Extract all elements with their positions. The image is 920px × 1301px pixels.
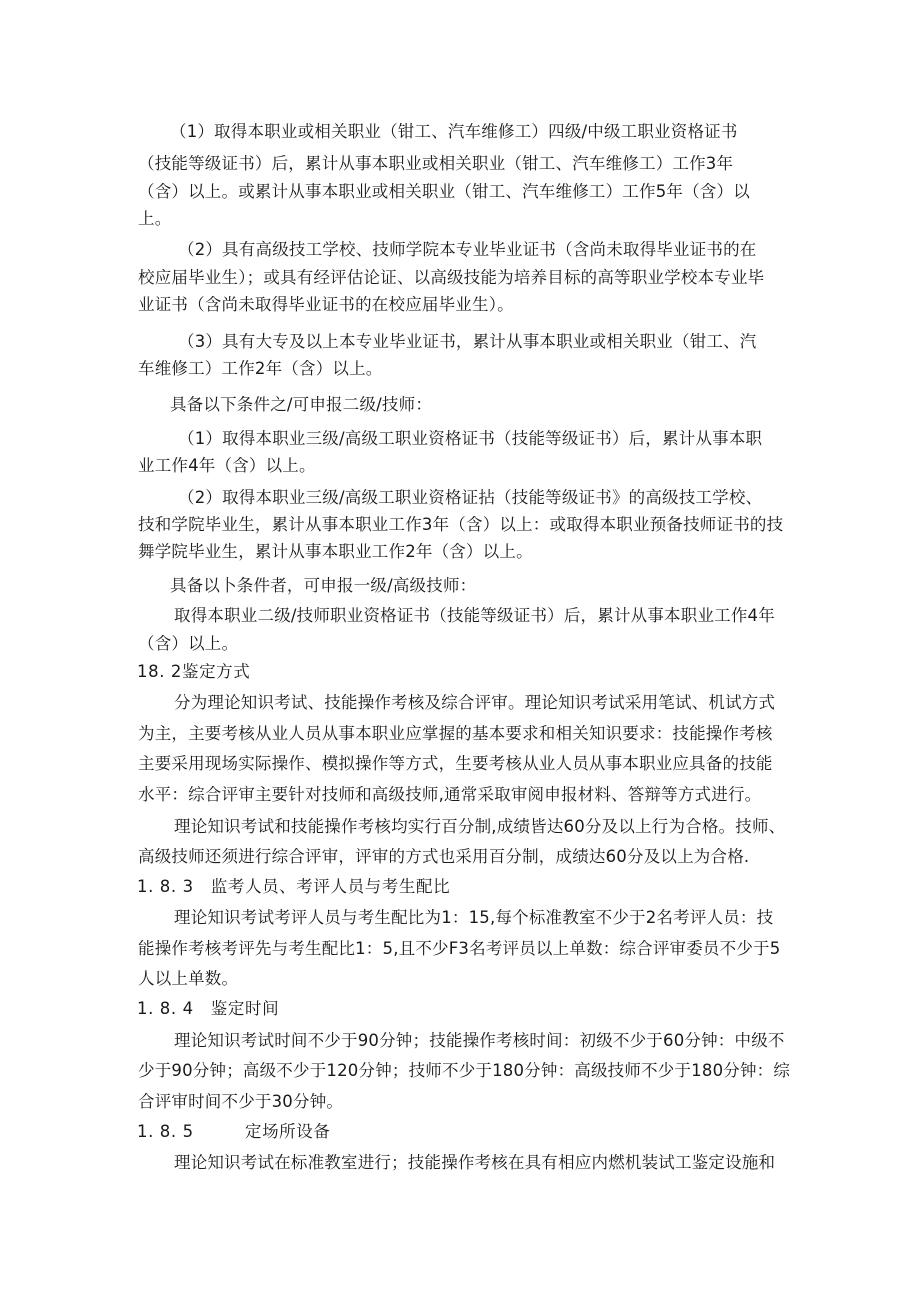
section-1-8-3-p1-line-1: 理论知识考试考评人员与考生配比为1：15,每个标准教室不少于2名考评人员：技 [174,908,774,927]
level1-intro: 具备以卜条件者，可申报一级/高级技师： [170,576,477,595]
section-heading-1-8-5: 1. 8. 5 定场所设备 [137,1122,331,1141]
eligibility-item-2-1-line-2: 业工作4年（含）以上。 [138,456,316,475]
eligibility-item-3-1-line-1: （1）取得本职业或相关职业（钳工、汽车维修工）四级/中级工职业资格证书 [170,122,738,141]
eligibility-item-3-1-line-2: （技能等级证书）后，累计从事本职业或相关职业（钳工、汽车维修工）工作3年 [138,154,734,173]
section-1-8-4-p1-line-3: 合评审时间不少于30分钟。 [138,1092,344,1111]
level1-item-line-1: 取得本职业二级/技师职业资格证书（技能等级证书）后，累计从事本职业工作4年 [174,606,775,625]
eligibility-item-3-2-line-3: 业证书（含尚未取得毕业证书的在校应届毕业生）。 [138,295,514,314]
level2-intro: 具备以下条件之/可申报二级/技师： [170,395,433,414]
eligibility-item-3-1-line-4: 上。 [138,209,172,228]
eligibility-item-2-1-line-1: （1）取得本职业三级/高级工职业资格证书（技能等级证书）后，累计从事本职 [178,429,763,448]
eligibility-item-3-2-line-2: 校应届毕业生）；或具有经评估论证、以高级技能为培养目标的高等职业学校本专业毕 [138,268,765,287]
section-1-8-5-p1-line-1: 理论知识考试在标准教室进行；技能操作考核在具有相应内燃机装试工鉴定设施和 [174,1153,776,1172]
section-18-2-p2-line-1: 理论知识考试和技能操作考核均实行百分制,成绩皆达60分及以上行为合格。技师、 [174,817,786,836]
section-18-2-p1-line-4: 水平：综合评审主要针对技师和高级技师,通常采取审阅申报材料、答辩等方式进行。 [138,785,762,804]
level1-item-line-2: （含）以上。 [138,634,239,653]
section-1-8-3-p1-line-2: 能操作考核考评先与考生配比1：5,且不少F3名考评员以上单数：综合评审委员不少于5 [138,939,781,958]
section-1-8-4-p1-line-1: 理论知识考试时间不少于90分钟；技能操作考核时间：初级不少于60分钟：中级不 [174,1031,785,1050]
eligibility-item-2-2-line-1: （2）取得本职业三级/高级工职业资格证拈（技能等级证书》的高级技工学校、 [178,488,763,507]
section-heading-1-8-3: 1. 8. 3 监考人员、考评人员与考生配比 [137,877,451,896]
section-heading-18-2: 18. 2鉴定方式 [137,662,251,681]
eligibility-item-3-2-line-1: （2）具有高级技工学校、技师学院本专业毕业证书（含尚未取得毕业证书的在 [178,240,757,259]
eligibility-item-2-2-line-2: 技和学院毕业生，累计从事本职业工作3年（含）以上：或取得本职业预备技师证书的技 [138,515,784,534]
section-18-2-p1-line-2: 为主，主要考核从业人员从事本职业应掌握的基本要求和相关知识要求：技能操作考核 [138,724,773,743]
eligibility-item-3-1-line-3: （含）以上。或累计从事本职业或相关职业（钳工、汽车维修工）工作5年（含）以 [138,182,750,201]
section-18-2-p1-line-3: 主要采用现场实际操作、模拟操作等方式，生要考核从业人员从事本职业应具备的技能 [138,754,773,773]
eligibility-item-3-3-line-2: 车维修工）工作2年（含）以上。 [138,359,383,378]
eligibility-item-2-2-line-3: 舞学院毕业生，累计从事本职业工作2年（含）以上。 [138,542,533,561]
section-heading-1-8-4: 1. 8. 4 鉴定时间 [137,999,280,1018]
section-1-8-4-p1-line-2: 少于90分钟；高级不少于120分钟；技师不少于180分钟：高级技师不少于180分钟：综 [138,1061,791,1080]
section-18-2-p2-line-2: 高级技师还须进行综合评审，评审的方式也采用百分制，成绩达60分及以上为合格. [138,847,750,866]
eligibility-item-3-3-line-1: （3）具有大专及以上本专业毕业证书，累计从事本职业或相关职业（钳工、汽 [178,332,757,351]
section-1-8-3-p1-line-3: 人以上单数。 [138,969,239,988]
section-18-2-p1-line-1: 分为理论知识考试、技能操作考核及综合评审。理论知识考试采用笔试、机试方式 [174,693,776,712]
